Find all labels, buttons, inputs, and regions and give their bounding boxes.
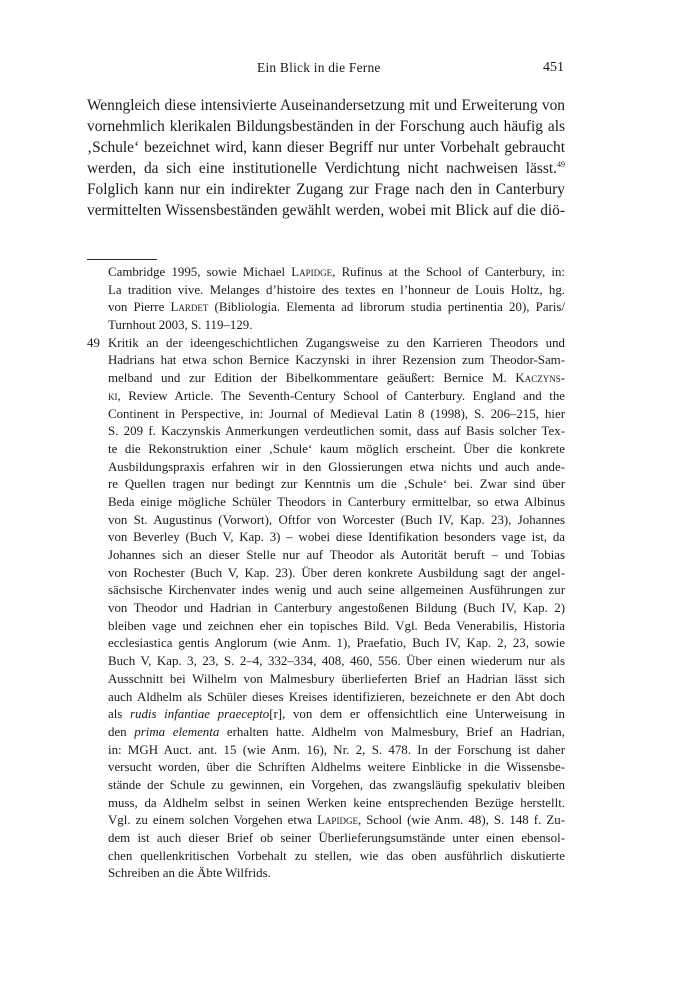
footnote-line [87,865,565,883]
body-line: Folglich kann nur ein indirekter Zugang zur Frage nach den in Canterbury [87,181,565,198]
footnote-text: te die Rekonstruktion einer ‚Schule‘ kaum möglich erscheint. Über die konkrete [108,441,565,456]
footnote-continued [87,264,565,335]
footnote-line [87,582,565,600]
footnote-text: Ausbildungspraxis erfahren wir in den Glossierungen etwa nichts und auch ande- [108,459,565,474]
body-line: vermittelten Wissensbeständen gewählt werden, wobei mit Blick auf die diö- [87,202,565,219]
author-name: Lapidge [317,813,358,828]
footnote-text: ecclesiastica gentis Anglorum (wie Anm. 1), Praefatio, Buch IV, Kap. 2, 23, sowie [108,636,565,651]
footnote-text: Cambridge 1995, sowie Michael [108,265,292,279]
footnote-line [87,335,565,353]
footnote-49 [87,335,565,883]
author-name: Kaczyns- [515,371,565,386]
footnote-line [87,299,565,317]
body-line: vornehmlich klerikalen Bildungsbeständen in der Forschung auch häufig als [87,118,565,135]
footnote-text: , Review Article. The Seventh-Century School of Canterbury. England and the [117,388,565,403]
footnote-text: sächsische Kirchenvater indes wenig und auch seine allgemeinen Ausführungen zur [108,583,565,598]
footnote-line [87,830,565,848]
footnote-text: melband und zur Edition der Bibelkommentare geäußert: Bernice M. [108,371,516,386]
latin-term: rudis infantiae praecepto [130,707,270,722]
footnote-line [87,476,565,494]
footnote-text: Hadrians hat etwa schon Bernice Kaczynski in ihrer Rezension zum Theodor-Sam- [108,353,565,368]
footnote-line [87,653,565,671]
footnote-line [87,406,565,424]
footnote-line [87,795,565,813]
footnote-text: , School (wie Anm. 48), S. 148 f. Zu- [357,813,565,828]
footnote-line [87,724,565,742]
footnote-text: [r], von dem er offensichtlich eine Unterweisung in [269,707,566,722]
footnote-text: in: MGH Auct. ant. 15 (wie Anm. 16), Nr. 2, S. 478. In der Forschung ist daher [108,742,565,757]
footnote-number: 49 [87,335,100,350]
footnote-line [87,494,565,512]
footnote-text: re Quellen tragen nur bedingt zur Kenntnis um die ‚Schule‘ bei. Zwar sind über [108,477,565,492]
footnote-line [87,618,565,636]
footnote-line [87,282,565,300]
footnote-line [87,706,565,724]
footnote-line [87,388,565,406]
author-name: Lapidge [291,265,333,279]
footnote-text: von St. Augustinus (Vorwort), Oftfor von Worcester (Buch IV, Kap. 23), Johannes [108,512,565,527]
footnote-text: dem ist auch dieser Brief ob seiner Überlieferungsumstände unter einen ebensol- [108,831,565,845]
footnotes [87,264,565,883]
footnote-text: von Pierre [108,300,171,315]
footnote-line [87,317,565,335]
footnote-text: S. 209 f. Kaczynskis Anmerkungen verdeutlichen somit, dass auf Basis solcher Tex- [108,424,565,439]
footnote-text: muss, da Aldhelm selbst in seinen Werken keine entsprechenden Bezüge herstellt. [108,795,565,810]
footnote-text: den [108,724,135,739]
footnote-text: Beda einige mögliche Schüler Theodors in Canterbury ermittelbar, so etwa Albinus [108,494,565,509]
footnote-line [87,423,565,441]
footnote-text: auch Aldhelm als Schüler dieses Kreises identifizieren, bezeichnete er den Abt doch [108,689,565,704]
footnote-line [87,264,565,282]
footnote-line [87,459,565,477]
author-name: Lardet [170,300,209,315]
footnote-line [87,742,565,760]
page-number: 451 [543,60,564,75]
footnote-text: Turnhout 2003, S. 119–129. [108,318,253,333]
footnote-line [87,547,565,565]
footnote-text: versucht worden, über die Schriften Aldhelms weitere Einblicke in die Wissensbe- [108,760,565,775]
footnote-text: La tradition vive. Melanges d’histoire des textes en l’honneur de Louis Holtz, hg. [108,282,565,297]
footnote-line [87,600,565,618]
footnote-reference[interactable]: 49 [557,159,565,169]
body-line: Wenngleich diese intensivierte Auseinandersetzung mit und Erweiterung von [87,97,565,114]
footnote-line [87,777,565,795]
page-header [0,60,700,80]
footnote-line [87,441,565,459]
footnote-text: Continent in Perspective, in: Journal of Medieval Latin 8 (1998), S. 206–215, hier [108,406,565,421]
body-line [87,158,565,179]
footnote-text: von Beverley (Buch V, Kap. 3) – wobei diese Identifikation besonders vage ist, da [108,530,565,545]
footnote-text: von Rochester (Buch V, Kap. 23). Über deren konkrete Ausbildung sagt der angel- [108,565,565,580]
footnote-text: Schreiben an die Äbte Wilfrids. [108,866,271,881]
footnote-text: als [108,707,130,722]
author-name: ki [108,388,118,403]
footnote-text: , Rufinus at the School of Canterbury, in: [332,265,566,279]
footnote-text: von Theodor und Hadrian in Canterbury angestoßenen Bildung (Buch IV, Kap. 2) [108,601,565,616]
footnote-line [87,565,565,583]
footnote-text: Johannes sich an dieser Stelle nur auf Theodor als Autorität beruft – und Tobias [108,548,565,562]
main-text [87,95,565,221]
running-head: Ein Blick in die Ferne [257,60,381,75]
body-line-text: werden, da sich eine institutionelle Verdichtung nicht nachweisen lässt. [87,160,557,177]
footnote-line [87,635,565,653]
footnote-separator [87,259,157,260]
footnote-text: erhalten hatte. Aldhelm von Malmesbury, Brief an Hadrian, [219,724,565,739]
footnote-line [87,812,565,830]
footnote-line [87,759,565,777]
footnote-line [87,352,565,370]
latin-term: prima elementa [134,724,220,739]
footnote-line [87,512,565,530]
footnote-line [87,848,565,866]
footnote-text: bleiben vage und zeichnen eher ein topisches Bild. Vgl. Beda Venerabilis, Historia [108,618,565,633]
footnote-text: Buch V, Kap. 3, 23, S. 2–4, 332–334, 408, 460, 556. Über einen wiederum nur als [108,654,565,669]
footnote-text: Vgl. zu einem solchen Vorgehen etwa [108,813,318,828]
footnote-line [87,370,565,388]
footnote-line [87,689,565,707]
footnote-text: (Bibliologia. Elementa ad librorum studia pertinentia 20), Paris/ [208,300,566,315]
footnote-line [87,529,565,547]
footnote-text: Kritik an der ideengeschichtlichen Zugangsweise zu den Karrieren Theodors und [108,335,565,350]
footnote-text: stände der Schule zu gewinnen, ein Vorgehen, das zwangsläufig spekulativ bleiben [108,777,565,792]
footnote-text: Ausschnitt bei Wilhelm von Malmesbury überlieferten Brief an Hadrian lässt sich [108,671,565,686]
footnote-line [87,671,565,689]
footnote-text: chen quellenkritischen Vorbehalt zu stellen, wie das oben ausführlich diskutierte [108,848,565,863]
body-line: ‚Schule‘ bezeichnet wird, kann dieser Begriff nur unter Vorbehalt gebraucht [87,139,565,156]
